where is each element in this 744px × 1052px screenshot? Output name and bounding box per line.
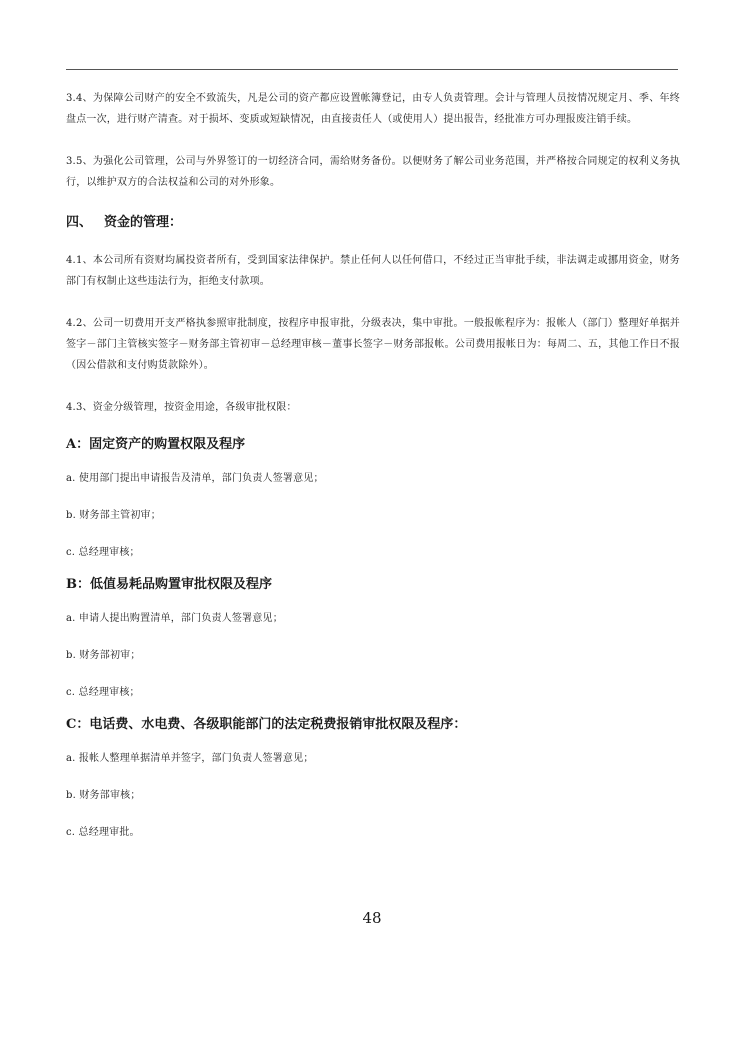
page-number: 48 [362, 909, 382, 927]
page-body [66, 88, 680, 863]
group-b-item-a: a. 申请人提出购置清单，部门负责人签署意见； [66, 613, 283, 624]
section-4-heading [66, 212, 680, 234]
paragraph-4-1: 4.1、本公司所有资财均属投资者所有，受到国家法律保护。禁止任何人以任何借口，不经过正当审批手续，非法调走或挪用资金，财务部门有权制止这些违法行为，拒绝支付款项。 [66, 255, 680, 287]
section-4-number: 四、 [66, 215, 93, 230]
group-b-item-b: b. 财务部初审； [66, 650, 141, 661]
group-c-item-b: b. 财务部审核； [66, 790, 141, 801]
group-c-item-a: a. 报帐人整理单据清单并签字，部门负责人签署意见； [66, 753, 314, 764]
group-b-heading: B：低值易耗品购置审批权限及程序 [66, 577, 272, 592]
group-c-heading: C：电话费、水电费、各级职能部门的法定税费报销审批权限及程序： [66, 717, 467, 732]
group-c-item-c: c. 总经理审批。 [66, 827, 140, 838]
paragraph-3-5: 3.5、为强化公司管理，公司与外界签订的一切经济合同，需给财务备份。以便财务了解公司业务范围，并严格按合同规定的权利义务执行，以维护双方的合法权益和公司的对外形象。 [66, 156, 680, 188]
section-4-title: 资金的管理： [104, 215, 183, 230]
paragraph-3-4: 3.4、为保障公司财产的安全不致流失，凡是公司的资产都应设置帐簿登记，由专人负责管理。会计与管理人员按情况规定月、季、年终盘点一次，进行财产清查。对于损坏、变质或短缺情况，由直接责任人（或使用人）提出报告，经批准方可办理报废注销手续。 [66, 93, 680, 125]
group-a-item-b: b. 财务部主管初审； [66, 510, 161, 521]
header-rule [66, 69, 678, 70]
paragraph-4-3: 4.3、资金分级管理，按资金用途，各级审批权限： [66, 402, 297, 413]
group-a-heading: A：固定资产的购置权限及程序 [66, 437, 246, 452]
group-a-item-a: a. 使用部门提出申请报告及清单，部门负责人签署意见； [66, 473, 324, 484]
group-a-item-c: c. 总经理审核； [66, 547, 140, 558]
paragraph-4-2: 4.2、公司一切费用开支严格执参照审批制度，按程序申报审批，分级表决，集中审批。一般报帐程序为：报帐人（部门）整理好单据并签字－部门主管核实签字－财务部主管初审－总经理审核－董事长签字－财务部报帐。公司费用报帐日为：每周二、五，其他工作日不报（因公借款和支付购货款除外）。 [66, 318, 680, 371]
group-b-item-c: c. 总经理审核； [66, 687, 140, 698]
